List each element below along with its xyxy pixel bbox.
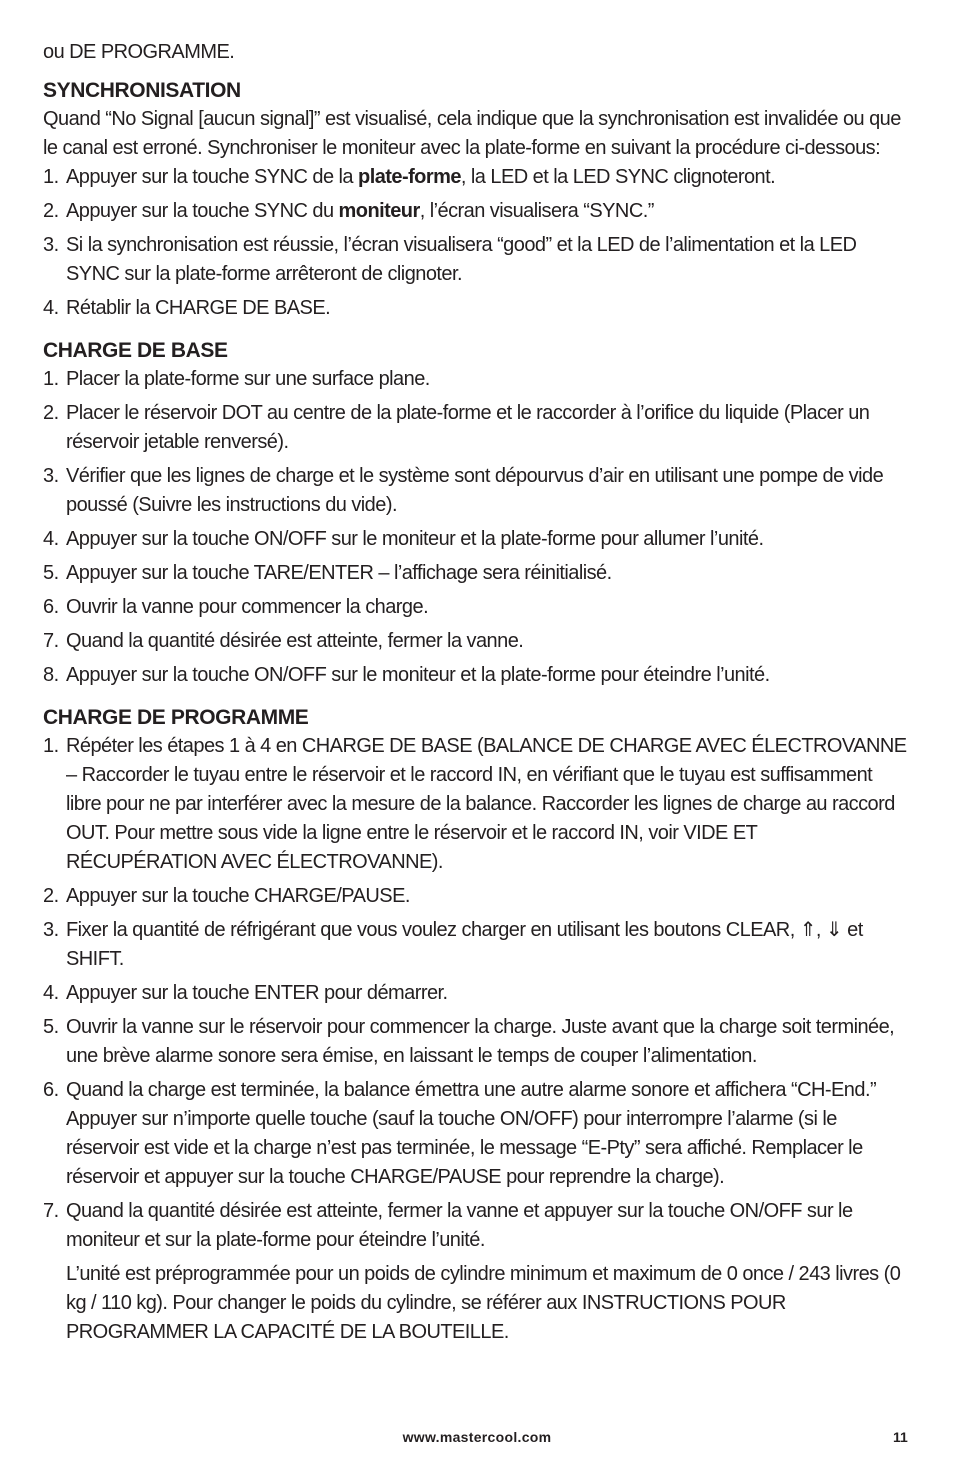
step-number: 3. [43,234,59,256]
step-text: Appuyer sur la touche CHARGE/PAUSE. [66,885,410,907]
step-number: 1. [43,735,59,757]
step-text: Répéter les étapes 1 à 4 en CHARGE DE BASE (BALANCE DE CHARGE AVEC ÉLECTROVANNE – Raccorder le tuyau entre le réservoir et le raccord IN, en vérifiant que le tuyau est suffisamment libre pour ne par interférer avec la mesure de la balance. Raccorder les lignes de charge au raccord OUT. Pour mettre sous vide la ligne entre le réservoir et le raccord IN, voir VIDE ET RÉCUPÉRATION AVEC ÉLECTROVANNE). [66,735,907,873]
list-item [43,916,911,974]
emphasis: moniteur [338,200,420,222]
step-text: Appuyer sur la touche ON/OFF sur le moniteur et la plate-forme pour éteindre l’unité. [66,664,770,686]
base-steps [43,365,911,690]
step-text: Appuyer sur la touche TARE/ENTER – l’affichage sera réinitialisé. [66,562,612,584]
list-item [43,462,911,520]
step-text: Appuyer sur la touche ENTER pour démarrer. [66,982,448,1004]
step-number: 2. [43,885,59,907]
list-item [43,399,911,457]
emphasis: plate-forme [358,166,461,188]
list-item [43,661,911,690]
list-item [43,979,911,1008]
footer-url: www.mastercool.com [402,1429,552,1445]
list-item: 4. Rétablir la CHARGE DE BASE. [43,294,911,323]
continued-text: ou DE PROGRAMME. [43,41,235,63]
step-number: 6. [43,596,59,618]
list-item [43,593,911,622]
step-number: 4. [43,982,59,1004]
step-text: Placer le réservoir DOT au centre de la plate-forme et le raccorder à l’orifice du liquide (Placer un réservoir jetable renversé). [66,402,870,453]
program-note: L’unité est préprogrammée pour un poids de cylindre minimum et maximum de 0 once / 243 livres (0 kg / 110 kg). Pour changer le poids du cylindre, se référer aux INSTRUCTIONS POUR PROGRAMMER LA CAPACITÉ DE LA BOUTEILLE. [66,1263,901,1343]
section-heading-charge-de-programme: CHARGE DE PROGRAMME [43,706,309,729]
list-item [43,1013,911,1071]
step-number: 5. [43,562,59,584]
step-text: Quand la quantité désirée est atteinte, fermer la vanne. [66,630,524,652]
section-heading-synchronisation: SYNCHRONISATION [43,79,241,102]
step-text: Fixer la quantité de réfrigérant que vous voulez charger en utilisant les boutons CLEAR, ⇑, ⇓ et SHIFT. [66,919,863,970]
sync-intro: Quand “No Signal [aucun signal]” est visualisé, cela indique que la synchronisation est invalidée ou que le canal est erroné. Synchroniser le moniteur avec la plate-forme en suivant la procédure ci-dessous: [43,108,901,159]
list-item [43,1076,911,1192]
step-number: 4. [43,528,59,550]
list-item [43,559,911,588]
page-content [43,38,911,1347]
step-number: 8. [43,664,59,686]
program-steps [43,732,911,1255]
step-number: 3. [43,919,59,941]
list-item: 2. Appuyer sur la touche SYNC du moniteur, l’écran visualisera “SYNC.” [43,197,911,226]
list-item: 1. Appuyer sur la touche SYNC de la plate-forme, la LED et la LED SYNC clignoteront. [43,163,911,192]
step-number: 7. [43,1200,59,1222]
list-item: 3. Si la synchronisation est réussie, l’écran visualisera “good” et la LED de l’alimentation et la LED SYNC sur la plate-forme arrêteront de clignoter. [43,231,911,289]
step-number: 2. [43,200,59,222]
list-item [43,525,911,554]
list-item [43,882,911,911]
step-number: 6. [43,1079,59,1101]
sync-steps [43,163,911,323]
list-item [43,365,911,394]
step-text: Quand la charge est terminée, la balance émettra une autre alarme sonore et affichera “CH-End.” Appuyer sur n’importe quelle touche (sauf la touche ON/OFF) pour interrompre l’alarme (si le réservoir est vide et la charge n’est pas terminée, le message “E-Pty” sera affiché. Remplacer le réservoir et appuyer sur la touche CHARGE/PAUSE pour reprendre la charge). [66,1079,877,1188]
step-number: 1. [43,368,59,390]
step-number: 4. [43,297,59,319]
step-text: Vérifier que les lignes de charge et le système sont dépourvus d’air en utilisant une pompe de vide poussé (Suivre les instructions du vide). [66,465,884,516]
step-text: Appuyer sur la touche ON/OFF sur le moniteur et la plate-forme pour allumer l’unité. [66,528,764,550]
step-text: Ouvrir la vanne sur le réservoir pour commencer la charge. Juste avant que la charge soit terminée, une brève alarme sonore sera émise, en laissant le temps de couper l’alimentation. [66,1016,895,1067]
list-item [43,627,911,656]
step-number: 5. [43,1016,59,1038]
page-number: 11 [893,1429,908,1445]
step-number: 1. [43,166,59,188]
step-text: Placer la plate-forme sur une surface plane. [66,368,430,390]
step-number: 3. [43,465,59,487]
list-item [43,732,911,877]
list-item [43,1197,911,1255]
step-number: 2. [43,402,59,424]
step-text: Ouvrir la vanne pour commencer la charge. [66,596,429,618]
step-text: Quand la quantité désirée est atteinte, fermer la vanne et appuyer sur la touche ON/OFF sur le moniteur et sur la plate-forme pour éteindre l’unité. [66,1200,853,1251]
section-heading-charge-de-base: CHARGE DE BASE [43,339,228,362]
step-number: 7. [43,630,59,652]
